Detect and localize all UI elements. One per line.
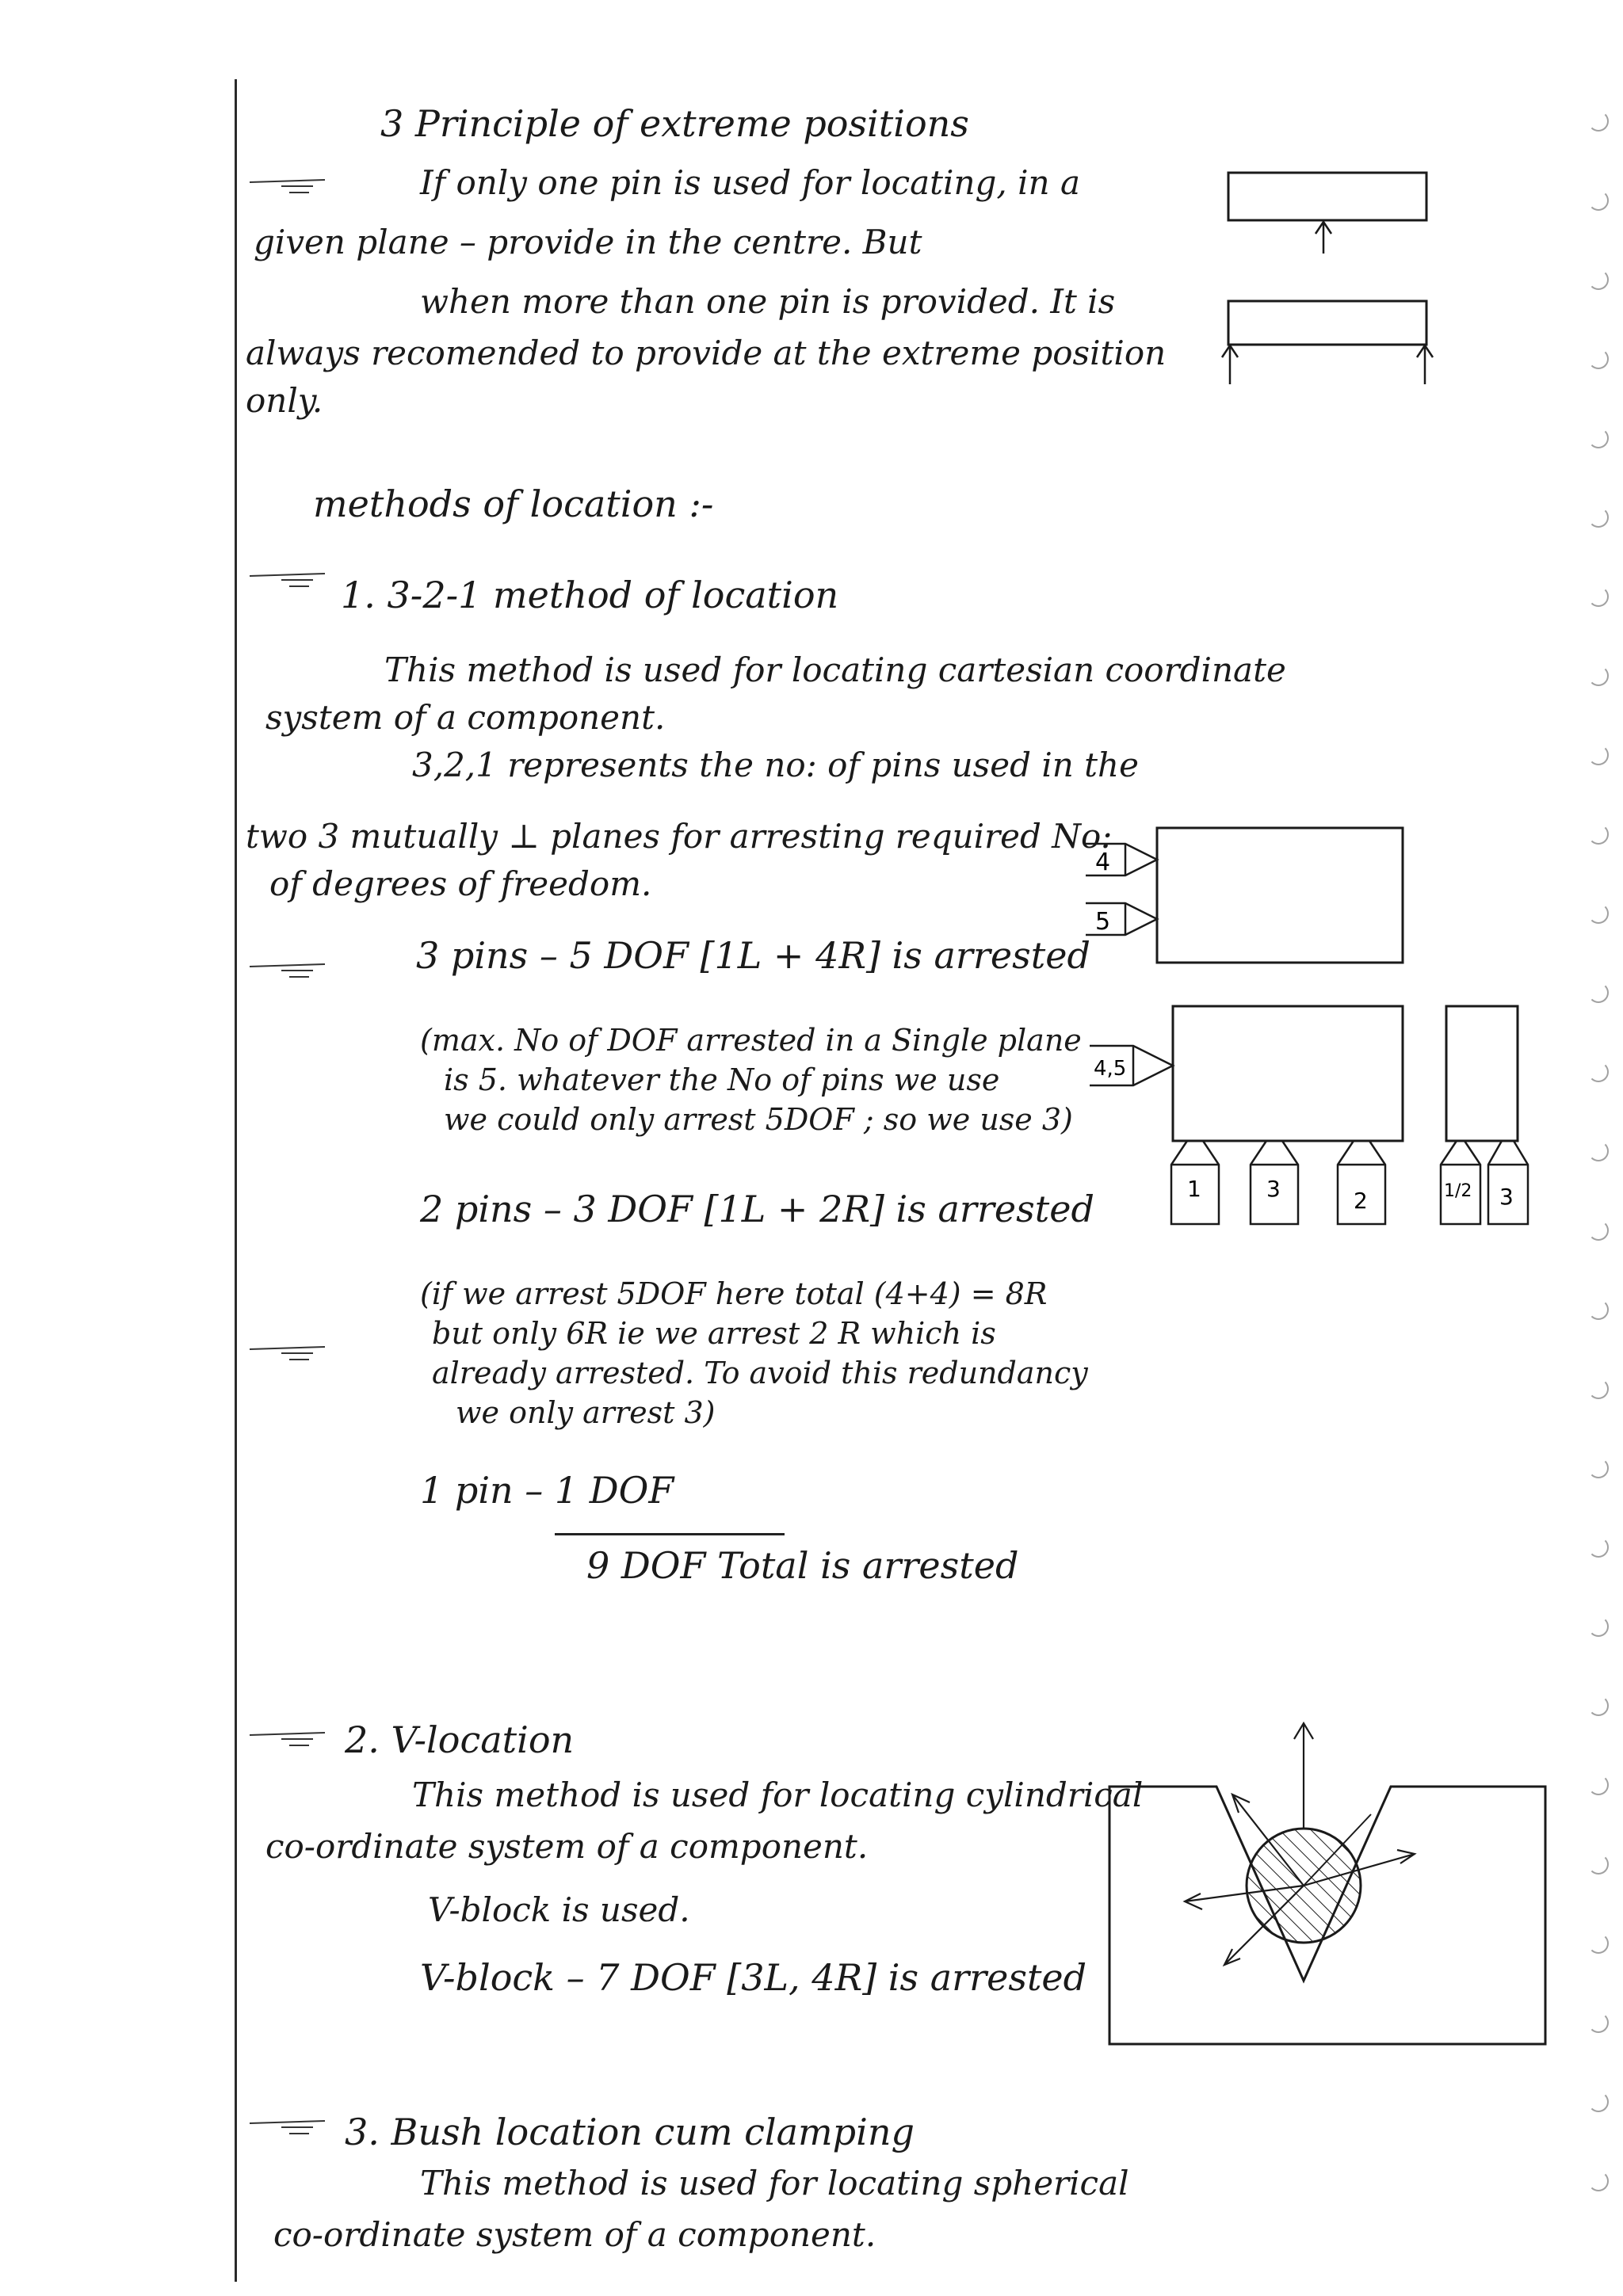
binding-hole (1588, 349, 1609, 369)
text-line: co-ordinate system of a component. (265, 1827, 869, 1866)
heading-bush-location: 3. Bush location cum clamping (345, 2111, 915, 2153)
margin-mark (246, 564, 333, 596)
v-block-figure (1106, 1719, 1549, 2052)
total-dof: 9 DOF Total is arrested (586, 1544, 1019, 1587)
binding-hole (1588, 1616, 1609, 1637)
text-line: co-ordinate system of a component. (273, 2215, 876, 2254)
text-line: 3,2,1 represents the no: of pins used in the (412, 746, 1139, 784)
pin-label-1: 1 (1187, 1176, 1201, 1202)
sum-rule (555, 1533, 785, 1535)
binding-hole (1588, 190, 1609, 211)
equation-3-pins: 3 pins – 5 DOF [1L + 4R] is arrested (416, 934, 1090, 977)
figure-321-front-view (1086, 1002, 1545, 1232)
pin-label-2: 2 (1354, 1188, 1368, 1214)
binding-hole (1588, 2012, 1609, 2033)
margin-mark (246, 1337, 333, 1369)
text-line: always recomended to provide at the extreme position (246, 334, 1167, 372)
binding-hole (1588, 666, 1609, 686)
text-line: This method is used for locating spherical (420, 2164, 1129, 2203)
binding-hole (1588, 1220, 1609, 1241)
margin-mark (246, 1723, 333, 1755)
text-line: of degrees of freedom. (269, 864, 652, 903)
binding-hole (1588, 428, 1609, 448)
margin-line (235, 79, 237, 2282)
text-line: only. (246, 381, 323, 420)
text-line: when more than one pin is provided. It is (420, 282, 1116, 321)
binding-hole (1588, 2171, 1609, 2191)
pin-label-4: 4 (1095, 849, 1111, 876)
text-line: This method is used for locating cartesian coordinate (384, 650, 1286, 689)
binding-hole (1588, 824, 1609, 845)
margin-mark (246, 955, 333, 986)
text-line: given plane – provide in the centre. But (254, 223, 922, 261)
binding-hole (1588, 1141, 1609, 1161)
binding-hole (1588, 269, 1609, 290)
binding-hole (1588, 1537, 1609, 1558)
binding-hole (1588, 1775, 1609, 1795)
equation-1-pin: 1 pin – 1 DOF (420, 1469, 674, 1512)
binding-hole (1588, 111, 1609, 132)
binding-hole (1588, 2092, 1609, 2112)
binding-hole (1588, 1458, 1609, 1478)
pin-label-3b: 3 (1499, 1184, 1514, 1210)
binding-hole (1588, 1062, 1609, 1082)
text-line: If only one pin is used for locating, in a (420, 163, 1080, 202)
margin-mark (246, 170, 333, 202)
binding-holes (1575, 63, 1623, 2282)
heading-extreme-positions: 3 Principle of extreme positions (380, 102, 969, 145)
binding-hole (1588, 1379, 1609, 1399)
pin-label-12: 1/2 (1444, 1181, 1472, 1201)
note-line: (if we arrest 5DOF here total (4+4) = 8R (420, 1276, 1048, 1311)
note-line: but only 6R ie we arrest 2 R which is (432, 1316, 996, 1351)
binding-hole (1588, 982, 1609, 1003)
text-line: system of a component. (265, 698, 666, 737)
text-line: V-block is used. (428, 1890, 690, 1929)
heading-v-location: 2. V-location (345, 1718, 575, 1761)
binding-hole (1588, 1695, 1609, 1716)
pin-label-5: 5 (1095, 908, 1111, 936)
pin-label-3: 3 (1266, 1176, 1281, 1202)
binding-hole (1588, 903, 1609, 924)
text-line: two 3 mutually ⊥ planes for arresting required No: (246, 817, 1113, 856)
text-line: This method is used for locating cylindrical (412, 1775, 1144, 1814)
equation-2-pins: 2 pins – 3 DOF [1L + 2R] is arrested (420, 1188, 1094, 1230)
margin-mark (246, 2111, 333, 2143)
heading-methods-of-location: methods of location :- (313, 482, 714, 525)
binding-hole (1588, 745, 1609, 765)
note-line: already arrested. To avoid this redundancy (432, 1356, 1088, 1390)
binding-hole (1588, 1854, 1609, 1875)
note-line: we could only arrest 5DOF ; so we use 3) (444, 1102, 1073, 1137)
note-line: (max. No of DOF arrested in a Single plane (420, 1023, 1082, 1058)
note-line: is 5. whatever the No of pins we use (444, 1062, 1000, 1097)
figure-321-side-view (1078, 824, 1411, 967)
heading-321-method: 1. 3-2-1 method of location (341, 574, 839, 616)
binding-hole (1588, 507, 1609, 528)
pin-label-45: 4,5 (1094, 1057, 1127, 1081)
extreme-positions-figure (1220, 166, 1442, 396)
binding-hole (1588, 1933, 1609, 1954)
note-line: we only arrest 3) (456, 1395, 716, 1430)
equation-v-block: V-block – 7 DOF [3L, 4R] is arrested (420, 1956, 1087, 1999)
binding-hole (1588, 1299, 1609, 1320)
binding-hole (1588, 586, 1609, 607)
